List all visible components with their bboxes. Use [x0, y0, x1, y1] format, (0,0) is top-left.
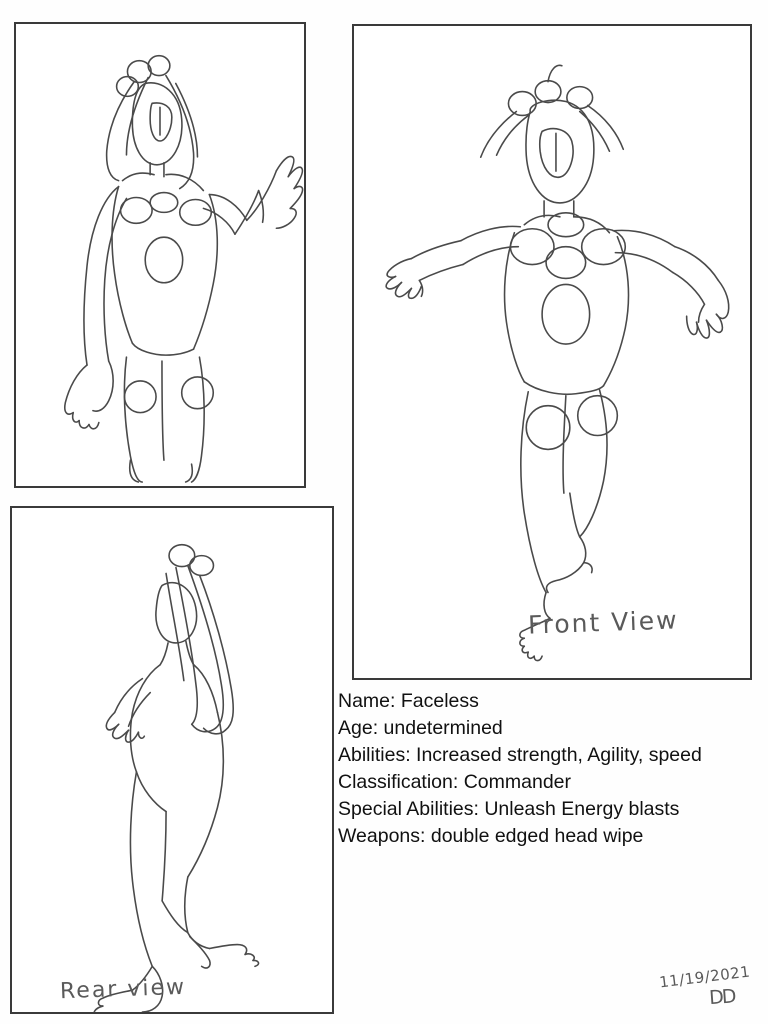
- upper-left-drawing: [16, 24, 304, 486]
- stat-line-name: Name: Faceless: [338, 690, 479, 712]
- stat-line-abilities: Abilities: Increased strength, Agility, speed: [338, 744, 702, 766]
- rear-view-drawing: [12, 508, 332, 1012]
- signature-date: 11/19/2021: [657, 962, 751, 992]
- panel-upper-left-view: [14, 22, 306, 488]
- stat-line-special-abilities: Special Abilities: Unleash Energy blasts: [338, 798, 680, 820]
- panel-rear-view: [10, 506, 334, 1014]
- character-stat-block: [338, 688, 758, 850]
- front-view-label: Front View: [527, 605, 679, 640]
- stat-line-weapons: Weapons: double edged head wipe: [338, 825, 644, 847]
- signature-initials: DD: [707, 985, 735, 1010]
- signature-block: [657, 962, 751, 1010]
- stat-line-classification: Classification: Commander: [338, 771, 572, 793]
- front-view-drawing: [354, 26, 750, 678]
- stat-line-age: Age: undetermined: [338, 717, 503, 739]
- rear-view-label: Rear view: [59, 974, 187, 1005]
- panel-front-view: [352, 24, 752, 680]
